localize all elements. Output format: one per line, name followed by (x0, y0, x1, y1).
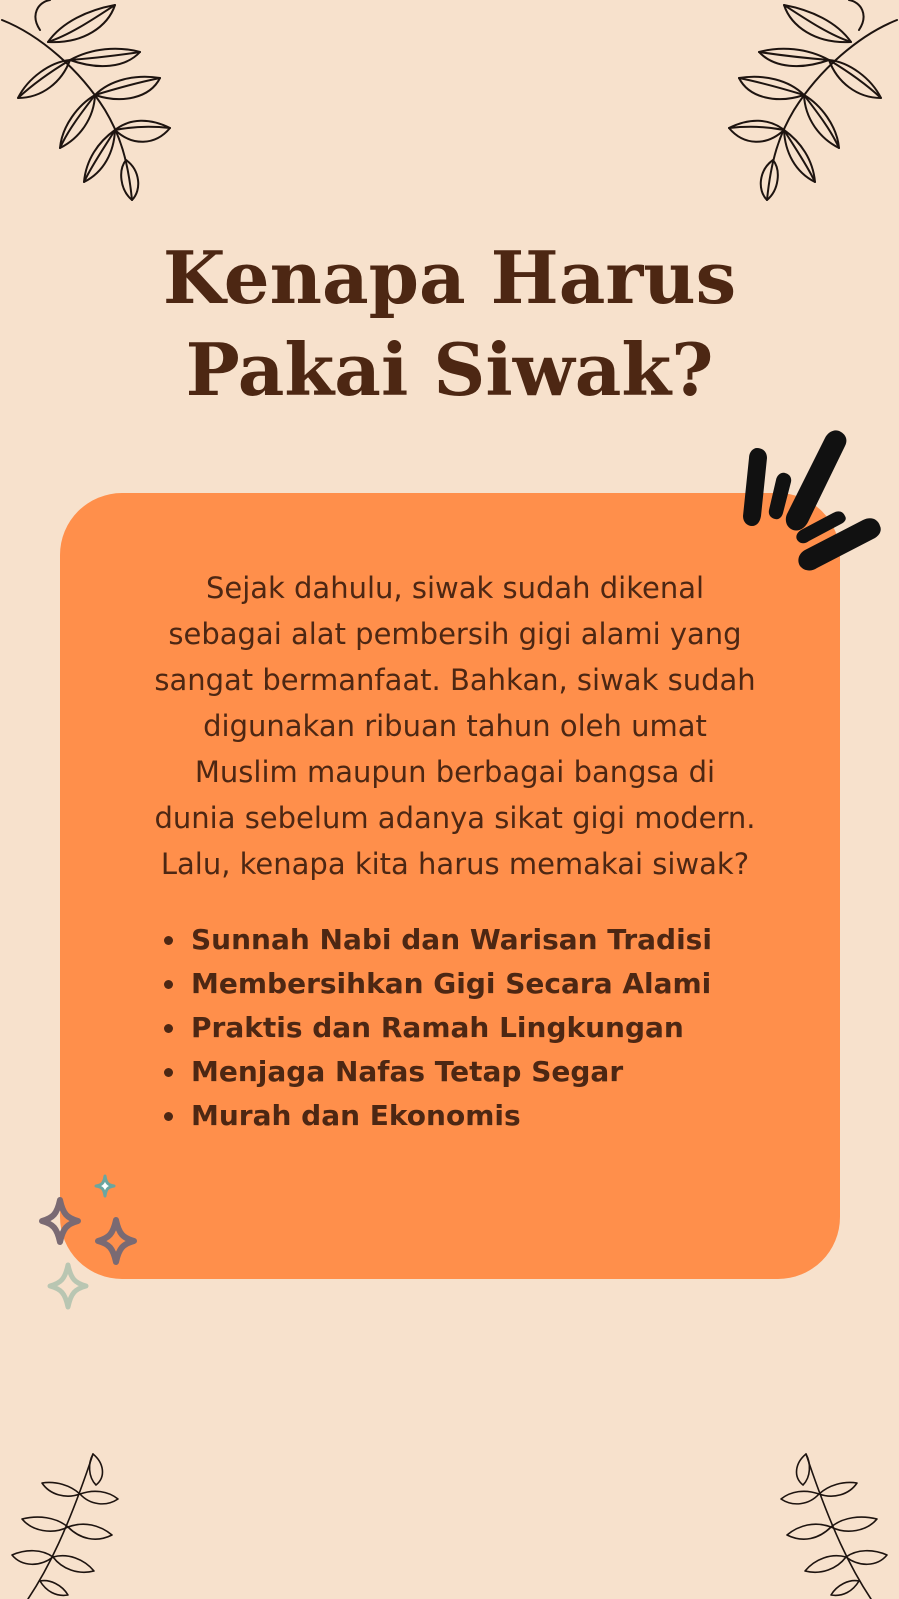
intro-line: Muslim maupun berbagai bangsa di (194, 755, 716, 789)
burst-lines-icon (735, 418, 899, 588)
intro-line: Sejak dahulu, siwak sudah dikenal (205, 571, 705, 605)
page-title (0, 232, 899, 416)
leaf-branch-top-right-icon (724, 0, 899, 225)
sparkle-icon (30, 1170, 150, 1320)
title-line-2: Pakai Siwak? (185, 327, 714, 412)
intro-paragraph (135, 565, 775, 887)
title-line-1: Kenapa Harus (162, 235, 737, 320)
leaf-branch-bottom-left-icon (8, 1449, 128, 1599)
benefit-item: Murah dan Ekonomis (164, 1094, 712, 1138)
intro-line: digunakan ribuan tahun oleh umat (203, 709, 707, 743)
leaf-branch-bottom-right-icon (771, 1449, 891, 1599)
benefit-item: Membersihkan Gigi Secara Alami (164, 962, 712, 1006)
leaf-branch-top-left-icon (0, 0, 175, 225)
benefit-item: Praktis dan Ramah Lingkungan (164, 1006, 712, 1050)
intro-line: sebagai alat pembersih gigi alami yang (168, 617, 742, 651)
benefit-item: Menjaga Nafas Tetap Segar (164, 1050, 712, 1094)
benefits-list (164, 918, 712, 1138)
intro-line: sangat bermanfaat. Bahkan, siwak sudah (154, 663, 756, 697)
intro-line: Lalu, kenapa kita harus memakai siwak? (160, 847, 750, 881)
benefit-item: Sunnah Nabi dan Warisan Tradisi (164, 918, 712, 962)
intro-line: dunia sebelum adanya sikat gigi modern. (154, 801, 756, 835)
